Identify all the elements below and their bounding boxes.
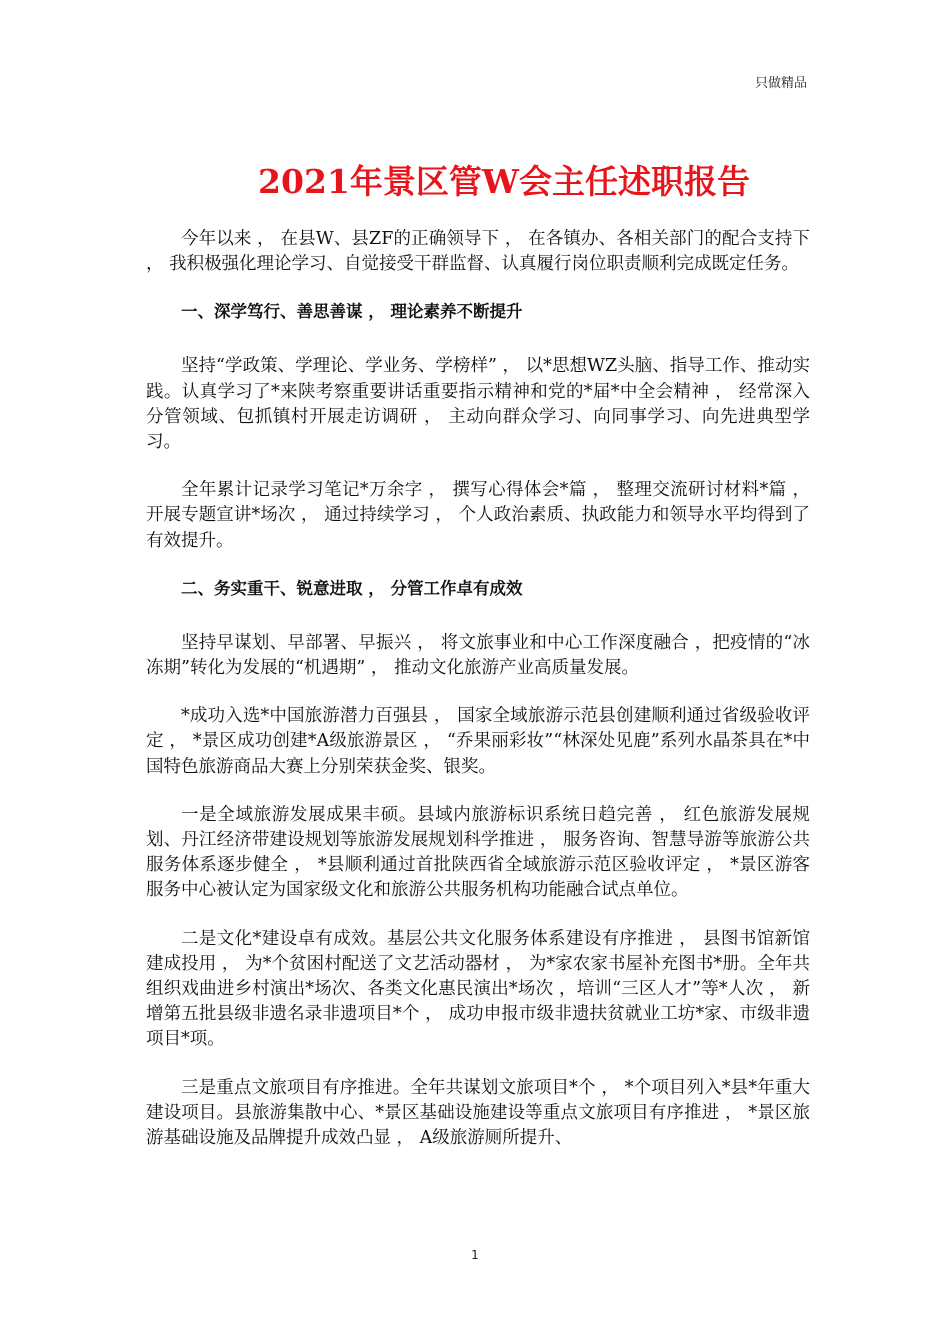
paragraph-intro: 今年以来 ， 在县W、县ZF的正确领导下 ， 在各镇办、各相关部门的配合支持下 ， 我积极强化理论学习、自觉接受干群监督、认真履行岗位职责顺利完成既定任务。 (146, 229, 810, 275)
paragraph: 坚持早谋划、早部署、早振兴 ， 将文旅事业和中心工作深度融合 ，把疫情的“冰冻期”转化为发展的“机遇期” ， 推动文化旅游产业高质量发展。 (146, 632, 810, 679)
paragraph: 二是文化*建设卓有成效。基层公共文化服务体系建设有序推进 ， 县图书馆新馆建成投用 ， 为*个贫困村配送了文艺活动器材 ， 为*家农家书屋补充图书*册。全年共组织戏曲进乡村演出*场次、各类文化惠民演出*场次 ，培训“三区人才”等*人次 ， 新增第五批县级非遗名录非遗项目*个 ， 成功申报市级非遗扶贫就业工坊*家、市级非遗项目*项。 (146, 928, 810, 1050)
page-number: 1 (471, 1248, 479, 1262)
paragraph: 三是重点文旅项目有序推进。全年共谋划文旅项目*个 ， *个项目列入*县*年重大建设项目。县旅游集散中心、*景区基础设施建设等重点文旅项目有序推进 ， *景区旅游基础设施及品牌提升成效凸显 ， A级旅游厕所提升、 (146, 1077, 810, 1149)
paragraph: 坚持“学政策、学理论、学业务、学榜样” ， 以*思想WZ头脑、指导工作、推动实践。认真学习了*来陕考察重要讲话重要指示精神和党的*届*中全会精神 ， 经常深入分管领域、包抓镇村开展走访调研 ， 主动向群众学习、向同事学习、向先进典型学习。 (146, 356, 810, 453)
document-title: 2021年景区管W会主任述职报告 (258, 162, 750, 201)
section-heading-2: 二、务实重干、锐意进取 ， 分管工作卓有成效 (181, 578, 523, 598)
paragraph: *成功入选*中国旅游潜力百强县 ， 国家全域旅游示范县创建顺利通过省级验收评定 ， *景区成功创建*A级旅游景区 ， “乔果丽彩妆”“林深处见鹿”系列水晶茶具在*中国特色旅游商品大赛上分别荣获金奖、银奖。 (146, 706, 810, 777)
document-body (146, 227, 810, 1174)
header-note: 只做精品 (754, 76, 807, 91)
section-heading-1: 一、深学笃行、善思善谋 ， 理论素养不断提升 (181, 302, 523, 322)
paragraph: 全年累计记录学习笔记*万余字 ， 撰写心得体会*篇 ， 整理交流研讨材料*篇 ， 开展专题宣讲*场次 ， 通过持续学习 ， 个人政治素质、执政能力和领导水平均得到了有效提升。 (146, 480, 810, 551)
paragraph: 一是全域旅游发展成果丰硕。县域内旅游标识系统日趋完善 ， 红色旅游发展规划、丹江经济带建设规划等旅游发展规划科学推进 ， 服务咨询、智慧导游等旅游公共服务体系逐步健全 ， *县顺利通过首批陕西省全域旅游示范区验收评定 ， *景区游客服务中心被认定为国家级文化和旅游公共服务机构功能融合试点单位。 (146, 804, 810, 901)
